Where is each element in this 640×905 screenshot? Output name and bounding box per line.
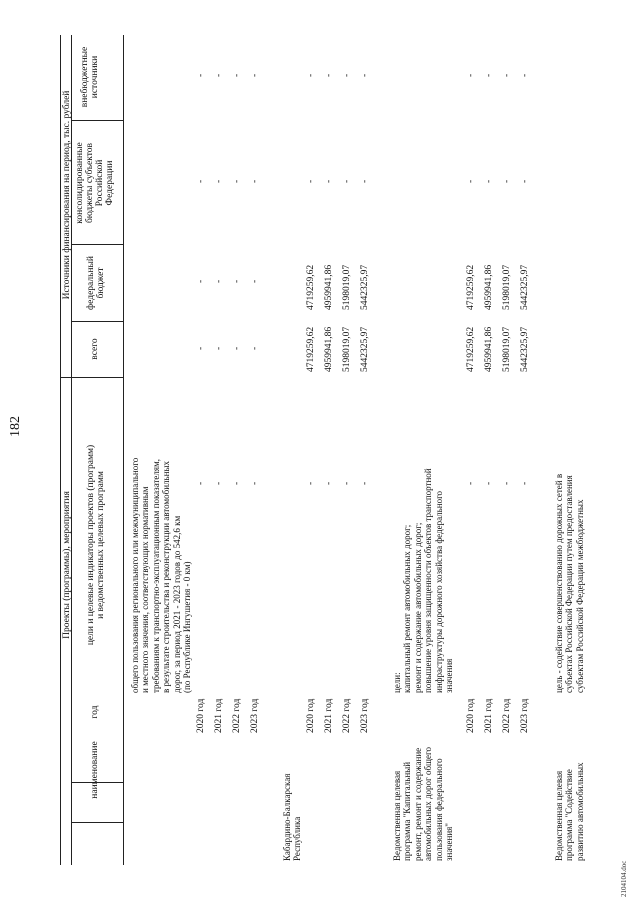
row-offbudget: - (466, 73, 476, 77)
footer-filename: 2104104.doc (620, 860, 628, 897)
row-year: 2023 год (360, 698, 370, 733)
table-header-rule (123, 35, 124, 865)
row-regional: - (214, 179, 224, 183)
row-total: 5198019,07 (502, 326, 512, 372)
section-goal-text: цель - содействие совершенствованию дорожных сетей в субъектах Российской Федерации путем предоставления субъектам Российской Федерации межбюджетных (554, 473, 585, 693)
row-year: 2021 год (324, 698, 334, 733)
row-offbudget: - (214, 73, 224, 77)
row-goal: - (360, 481, 370, 485)
row-total: - (250, 346, 260, 350)
row-total: 4959941,86 (484, 326, 494, 372)
row-year: 2020 год (306, 698, 316, 733)
row-regional: - (466, 179, 476, 183)
header-regional: консолидированные бюджеты субъектов Российской Федерации (75, 142, 115, 224)
row-federal: - (232, 279, 242, 283)
row-federal: 4719259,62 (306, 264, 316, 310)
row-offbudget: - (360, 73, 370, 77)
section-goal-text: цели: капитальный ремонт автомобильных дорог; ремонт и содержание автомобильных дорог; повышение уровня защищенности объектов транспортной инфраструктуры дорожного хозяйства федерального значения (392, 468, 455, 693)
row-goal: - (232, 481, 242, 485)
header-goals: цели и целевые индикаторы проектов (программ) и ведомственных целевых программ (86, 444, 106, 646)
row-offbudget: - (232, 73, 242, 77)
row-offbudget: - (520, 73, 530, 77)
row-goal: - (502, 481, 512, 485)
col-divider (71, 321, 123, 322)
row-total: 4959941,86 (324, 326, 334, 372)
row-total: 4719259,62 (306, 326, 316, 372)
row-federal: 5442325,97 (520, 264, 530, 310)
row-regional: - (502, 179, 512, 183)
row-total: - (214, 346, 224, 350)
header-offbudget: внебюджетные источники (80, 46, 100, 108)
row-offbudget: - (196, 73, 206, 77)
row-total: - (232, 346, 242, 350)
row-goal: - (214, 481, 224, 485)
row-year: 2022 год (502, 698, 512, 733)
table-group-divider (60, 377, 123, 378)
row-federal: - (196, 279, 206, 283)
section-name: Ведомственная целевая программа "Содействие развитию автомобильных (554, 762, 585, 861)
row-regional: - (306, 179, 316, 183)
row-goal: - (324, 481, 334, 485)
row-offbudget: - (250, 73, 260, 77)
row-goal: - (520, 481, 530, 485)
row-offbudget: - (484, 73, 494, 77)
row-year: 2021 год (214, 698, 224, 733)
header-total: всего (90, 338, 100, 360)
row-goal: - (342, 481, 352, 485)
row-federal: 5198019,07 (342, 264, 352, 310)
row-federal: 4959941,86 (484, 264, 494, 310)
row-goal: - (196, 481, 206, 485)
table-top-rule (60, 35, 61, 865)
row-regional: - (342, 179, 352, 183)
row-total: 5198019,07 (342, 326, 352, 372)
row-regional: - (324, 179, 334, 183)
row-regional: - (232, 179, 242, 183)
row-total: 4719259,62 (466, 326, 476, 372)
row-year: 2023 год (250, 698, 260, 733)
header-projects-group: Проекты (программы), мероприятия (62, 491, 72, 639)
section-goal-text: общего пользования регионального или межмуниципального и местного значения, соответствующих нормативным требованиям к транспортно-эксплуатационным показателям, в результате строительства и реконструкции автомобильных дорог, за период 2021 - 2023 годов до 542,6 км (по Республике Ингушетия - 0 км) (130, 457, 193, 693)
row-regional: - (196, 179, 206, 183)
row-federal: 5198019,07 (502, 264, 512, 310)
section-name: Кабардино-Балкарская Республика (282, 773, 303, 861)
row-offbudget: - (502, 73, 512, 77)
row-offbudget: - (306, 73, 316, 77)
col-divider (71, 244, 123, 245)
row-offbudget: - (324, 73, 334, 77)
row-total: - (196, 346, 206, 350)
row-federal: 4959941,86 (324, 264, 334, 310)
header-year: год (90, 705, 100, 719)
header-financing-group: Источники финансирования на период, тыс. рублей (62, 90, 72, 300)
header-name: наименование (90, 741, 100, 799)
row-year: 2021 год (484, 698, 494, 733)
row-goal: - (484, 481, 494, 485)
row-regional: - (360, 179, 370, 183)
row-year: 2022 год (232, 698, 242, 733)
row-regional: - (520, 179, 530, 183)
row-year: 2022 год (342, 698, 352, 733)
row-federal: - (214, 279, 224, 283)
col-divider (71, 120, 123, 121)
row-year: 2020 год (196, 698, 206, 733)
row-federal: 4719259,62 (466, 264, 476, 310)
row-goal: - (466, 481, 476, 485)
row-federal: 5442325,97 (360, 264, 370, 310)
row-regional: - (484, 179, 494, 183)
row-total: 5442325,97 (360, 326, 370, 372)
page-number: 182 (8, 416, 23, 437)
row-offbudget: - (342, 73, 352, 77)
row-federal: - (250, 279, 260, 283)
section-name: Ведомственная целевая программа "Капитальный ремонт, ремонт и содержание автомобильных дорог общего пользования федерального значения" (392, 747, 455, 861)
row-regional: - (250, 179, 260, 183)
row-goal: - (306, 481, 316, 485)
header-federal: федеральный бюджет (86, 256, 106, 310)
row-goal: - (250, 481, 260, 485)
row-year: 2020 год (466, 698, 476, 733)
row-year: 2023 год (520, 698, 530, 733)
row-total: 5442325,97 (520, 326, 530, 372)
